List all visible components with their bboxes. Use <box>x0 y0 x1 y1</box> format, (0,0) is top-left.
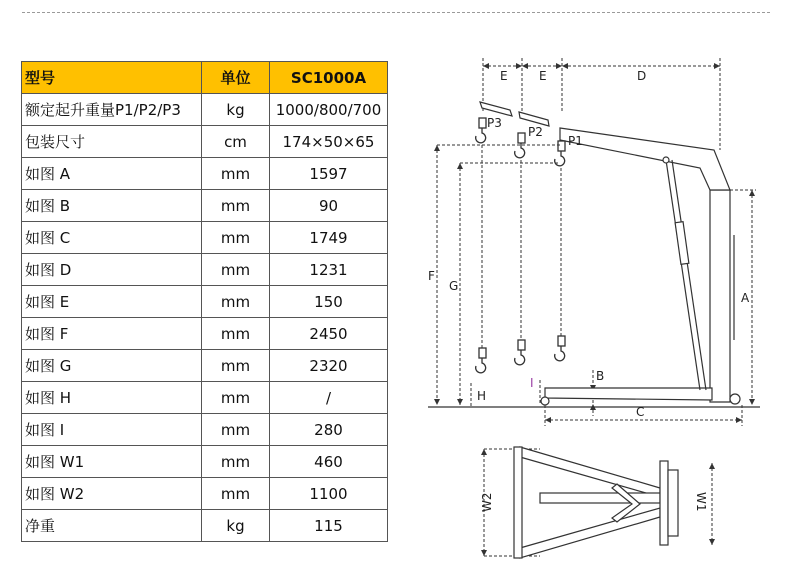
label-p3: P3 <box>487 116 502 130</box>
hook-icon <box>515 340 525 365</box>
header-model: 型号 <box>22 62 202 94</box>
label-f: F <box>428 269 435 283</box>
label-i: I <box>530 376 534 390</box>
row-value: 1100 <box>270 478 388 510</box>
label-h: H <box>477 389 487 403</box>
base-frame <box>514 447 678 558</box>
hooks <box>476 118 565 373</box>
row-value: 90 <box>270 190 388 222</box>
label-g: G <box>449 279 459 293</box>
row-value: 174×50×65 <box>270 126 388 158</box>
row-unit: mm <box>202 286 270 318</box>
row-name: 如图 H <box>22 382 202 414</box>
crane-structure <box>541 128 740 405</box>
row-unit: mm <box>202 158 270 190</box>
row-unit: mm <box>202 318 270 350</box>
row-name: 如图 W1 <box>22 446 202 478</box>
row-unit: mm <box>202 478 270 510</box>
label-b: B <box>596 369 605 383</box>
header-unit: 单位 <box>202 62 270 94</box>
row-name: 如图 B <box>22 190 202 222</box>
row-value: 460 <box>270 446 388 478</box>
hook-icon <box>476 348 486 373</box>
row-name: 如图 F <box>22 318 202 350</box>
row-unit: kg <box>202 94 270 126</box>
hook-icon <box>555 336 565 361</box>
row-value: 2320 <box>270 350 388 382</box>
row-unit: mm <box>202 254 270 286</box>
row-name: 如图 C <box>22 222 202 254</box>
row-name: 包装尺寸 <box>22 126 202 158</box>
row-unit: mm <box>202 414 270 446</box>
row-name: 如图 G <box>22 350 202 382</box>
label-e-right: E <box>539 69 547 83</box>
row-name: 如图 I <box>22 414 202 446</box>
row-unit: cm <box>202 126 270 158</box>
row-unit: mm <box>202 350 270 382</box>
row-unit: mm <box>202 382 270 414</box>
row-name: 如图 W2 <box>22 478 202 510</box>
label-e-left: E <box>500 69 508 83</box>
row-value: 115 <box>270 510 388 542</box>
row-unit: kg <box>202 510 270 542</box>
row-name: 净重 <box>22 510 202 542</box>
row-name: 如图 D <box>22 254 202 286</box>
row-value: 1597 <box>270 158 388 190</box>
row-value: 280 <box>270 414 388 446</box>
label-w2: W2 <box>480 492 494 512</box>
label-d: D <box>637 69 647 83</box>
label-a: A <box>741 291 750 305</box>
row-name: 如图 E <box>22 286 202 318</box>
row-value: 1231 <box>270 254 388 286</box>
row-unit: mm <box>202 190 270 222</box>
row-unit: mm <box>202 446 270 478</box>
label-p1: P1 <box>568 134 583 148</box>
label-p2: P2 <box>528 125 543 139</box>
row-value: 2450 <box>270 318 388 350</box>
row-value: 1749 <box>270 222 388 254</box>
row-name: 如图 A <box>22 158 202 190</box>
label-w1: W1 <box>694 492 708 512</box>
row-name: 额定起升重量P1/P2/P3 <box>22 94 202 126</box>
hook-icon <box>476 118 486 143</box>
row-unit: mm <box>202 222 270 254</box>
row-value: 1000/800/700 <box>270 94 388 126</box>
label-c: C <box>636 405 645 419</box>
row-value: 150 <box>270 286 388 318</box>
header-model-value: SC1000A <box>270 62 388 94</box>
row-value: / <box>270 382 388 414</box>
